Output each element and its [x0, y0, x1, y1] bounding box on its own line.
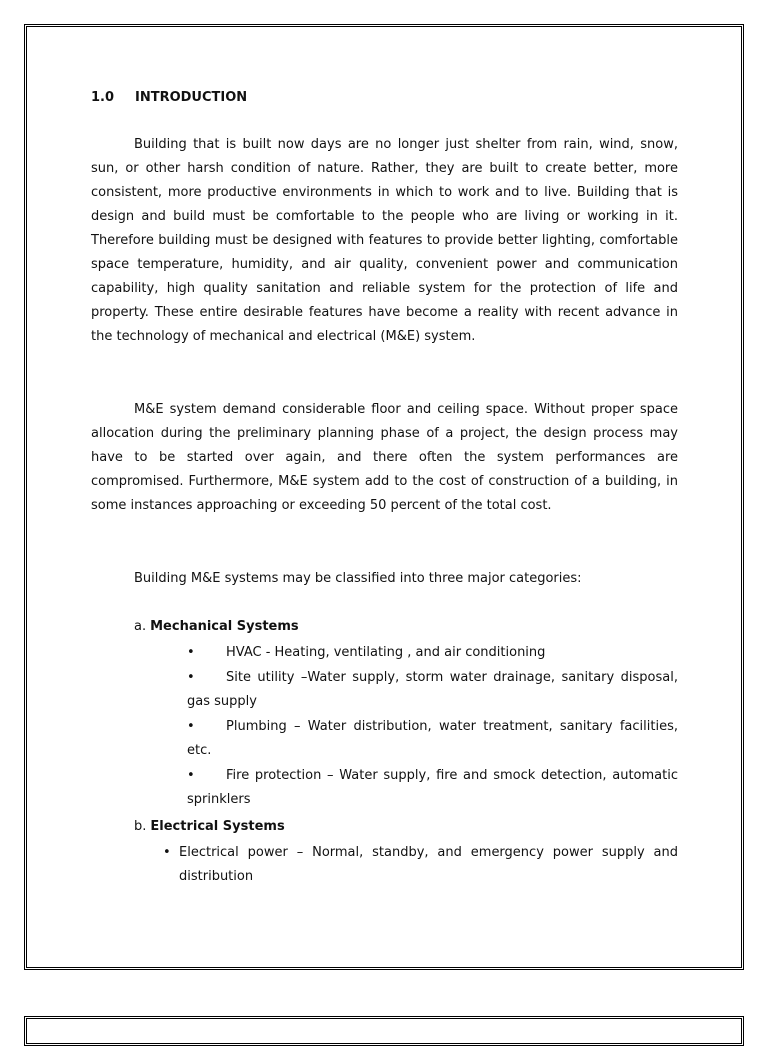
- bullet-icon: •: [187, 645, 195, 660]
- list-item-text: Fire protection – Water supply, fire and smock detection, automatic sprinklers: [187, 768, 678, 807]
- bullet-icon: •: [187, 768, 195, 783]
- bullet-icon: •: [187, 719, 195, 734]
- category-letter: a.: [134, 619, 147, 634]
- next-page-border: [24, 1016, 744, 1046]
- list-item: [187, 764, 678, 812]
- list-item: [163, 841, 678, 889]
- bullet-icon: •: [187, 670, 195, 685]
- list-item-text: Site utility –Water supply, storm water drainage, sanitary disposal, gas supply: [187, 670, 678, 709]
- section-title: INTRODUCTION: [135, 90, 248, 105]
- classification-lead: Building M&E systems may be classified into three major categories:: [134, 571, 582, 586]
- intro-paragraph-2: M&E system demand considerable floor and ceiling space. Without proper space allocation during the preliminary planning phase of a project, the design process may have to be started over again, and there often the system performances are compromised. Furthermore, M&E system add to the cost of construction of a building, in some instances approaching or exceeding 50 percent of the total cost.: [91, 402, 678, 513]
- category-mechanical: [134, 617, 299, 637]
- list-item-text: Plumbing – Water distribution, water treatment, sanitary facilities, etc.: [187, 719, 678, 758]
- intro-paragraph-1: Building that is built now days are no longer just shelter from rain, wind, snow, sun, or other harsh condition of nature. Rather, they are built to create better, more consistent, more productive environments in which to work and to live. Building that is design and build must be comfortable to the people who are living or working in it. Therefore building must be designed with features to provide better lighting, comfortable space temperature, humidity, and air quality, convenient power and communication capability, high quality sanitation and reliable system for the protection of life and property. These entire desirable features have become a reality with recent advance in the technology of mechanical and electrical (M&E) system.: [91, 137, 678, 344]
- category-letter: b.: [134, 819, 147, 834]
- mechanical-systems-list: [187, 641, 678, 813]
- bullet-icon: •: [163, 845, 171, 860]
- category-title: Electrical Systems: [150, 819, 285, 834]
- electrical-systems-list: [163, 841, 678, 889]
- list-item-text: HVAC - Heating, ventilating , and air conditioning: [226, 645, 546, 660]
- list-item: [187, 715, 678, 763]
- category-title: Mechanical Systems: [150, 619, 299, 634]
- category-electrical: [134, 817, 285, 837]
- list-item: [187, 641, 678, 665]
- section-number: 1.0: [91, 90, 115, 105]
- section-heading: [91, 89, 247, 107]
- list-item: [187, 666, 678, 714]
- list-item-text: Electrical power – Normal, standby, and emergency power supply and distribution: [179, 845, 678, 884]
